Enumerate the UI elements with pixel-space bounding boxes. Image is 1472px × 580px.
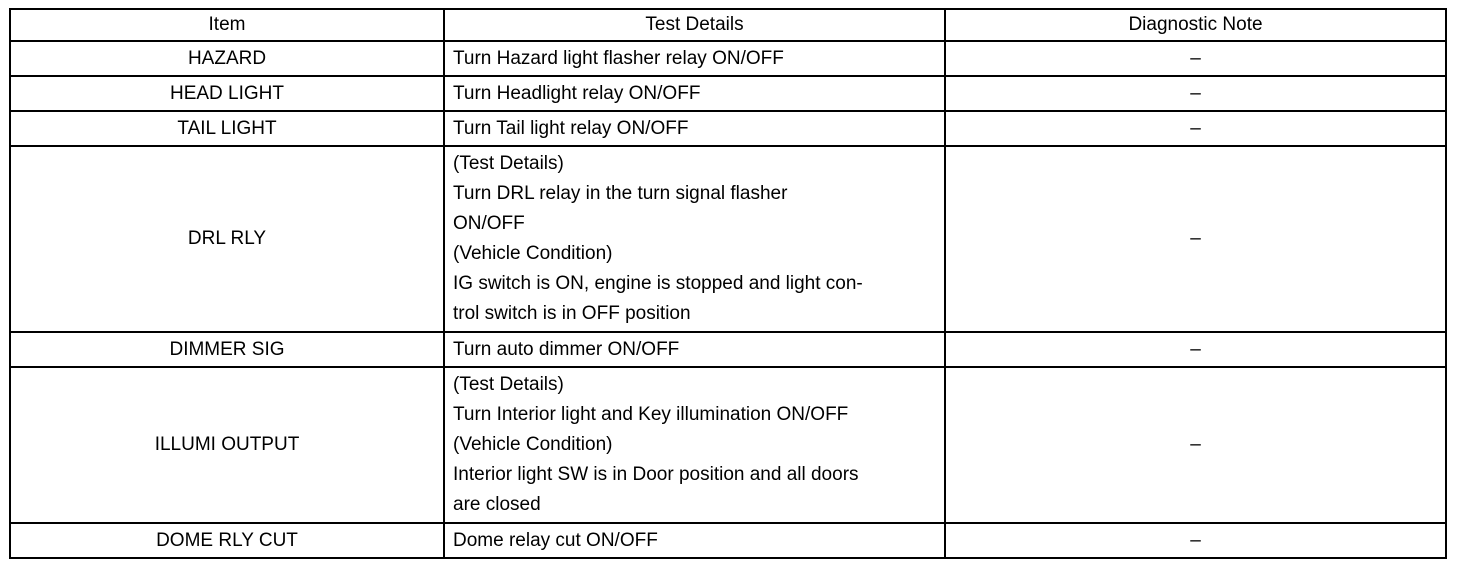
table-row-hazard (10, 41, 1446, 76)
header-row (10, 9, 1446, 41)
item-cell: TAIL LIGHT (10, 111, 444, 146)
note-cell: – (945, 41, 1446, 76)
column-header-item: Item (10, 9, 444, 41)
table-row-drl-rly (10, 146, 1446, 332)
details-line: (Vehicle Condition) (453, 243, 613, 264)
column-header-diagnostic-note: Diagnostic Note (945, 9, 1446, 41)
details-line: ON/OFF (453, 213, 525, 234)
item-cell: HAZARD (10, 41, 444, 76)
table-row-tail-light (10, 111, 1446, 146)
details-line: Turn Interior light and Key illumination ON/OFF (453, 404, 849, 425)
note-cell: – (945, 523, 1446, 558)
column-header-test-details: Test Details (444, 9, 945, 41)
details-cell (444, 41, 945, 76)
details-line: Turn Headlight relay ON/OFF (453, 82, 701, 104)
note-cell: – (945, 332, 1446, 367)
item-cell: HEAD LIGHT (10, 76, 444, 111)
item-cell: DIMMER SIG (10, 332, 444, 367)
diagnostic-test-table (9, 8, 1447, 559)
details-line: (Test Details) (453, 374, 564, 395)
details-line: Dome relay cut ON/OFF (453, 529, 658, 551)
details-line: Turn Hazard light flasher relay ON/OFF (453, 47, 784, 69)
table-row-illumi-output (10, 367, 1446, 523)
details-line: trol switch is in OFF position (453, 303, 691, 324)
note-cell: – (945, 111, 1446, 146)
table-row-dome-rly-cut (10, 523, 1446, 558)
details-cell (444, 111, 945, 146)
details-line: Turn auto dimmer ON/OFF (453, 338, 680, 360)
details-cell (444, 367, 945, 523)
note-cell: – (945, 76, 1446, 111)
table-row-dimmer-sig (10, 332, 1446, 367)
details-line: IG switch is ON, engine is stopped and light con- (453, 273, 863, 294)
note-cell: – (945, 367, 1446, 523)
details-line: (Vehicle Condition) (453, 434, 613, 455)
item-cell: DRL RLY (10, 146, 444, 332)
item-cell: ILLUMI OUTPUT (10, 367, 444, 523)
details-cell (444, 332, 945, 367)
table-row-head-light (10, 76, 1446, 111)
details-line: are closed (453, 494, 541, 515)
item-cell: DOME RLY CUT (10, 523, 444, 558)
details-line: Interior light SW is in Door position and all doors (453, 464, 859, 485)
details-cell (444, 523, 945, 558)
details-line: (Test Details) (453, 153, 564, 174)
details-line: Turn DRL relay in the turn signal flasher (453, 183, 788, 204)
details-cell (444, 146, 945, 332)
details-line: Turn Tail light relay ON/OFF (453, 117, 689, 139)
note-cell: – (945, 146, 1446, 332)
details-cell (444, 76, 945, 111)
